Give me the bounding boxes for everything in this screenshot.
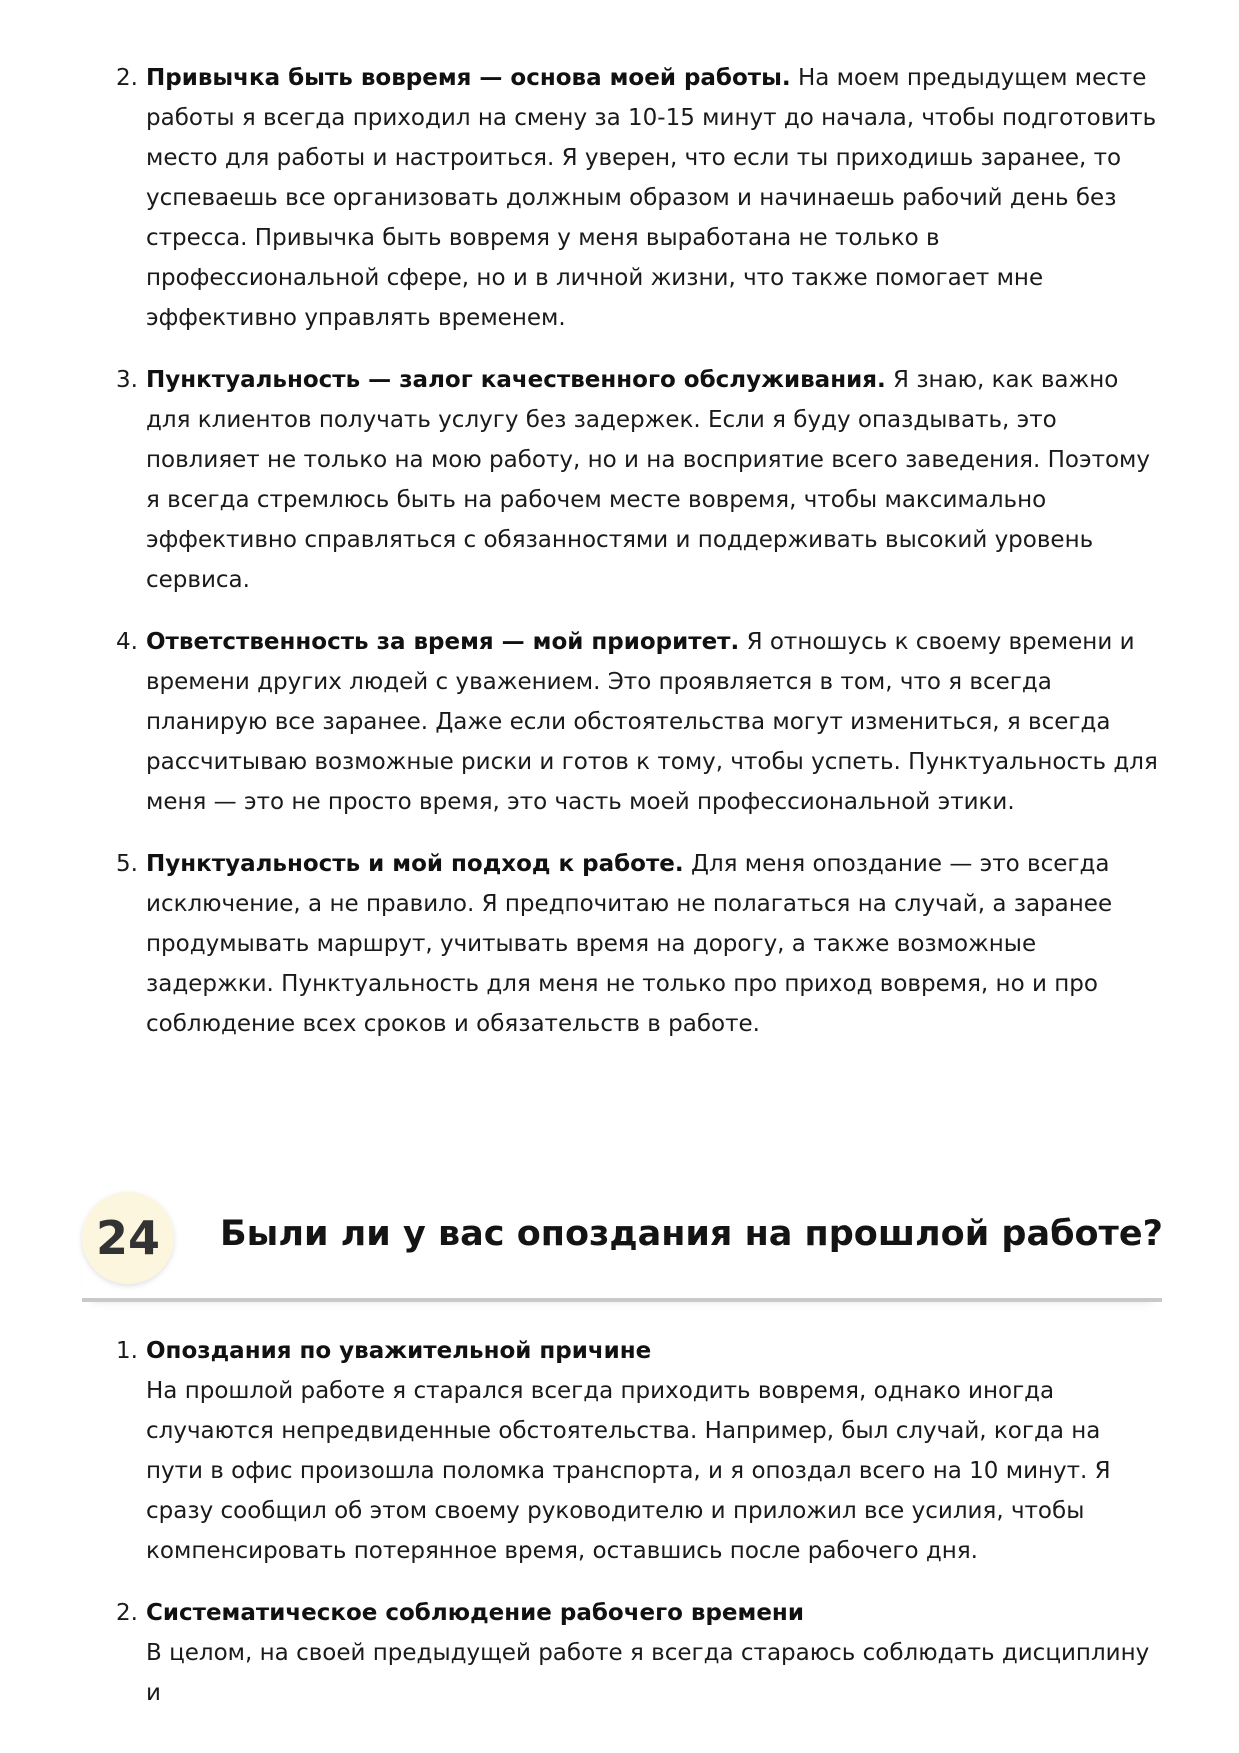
list-item bbox=[80, 58, 1160, 338]
list-item bbox=[80, 622, 1160, 822]
list-item-title: Привычка быть вовремя — основа моей работы. bbox=[146, 65, 791, 91]
list-item-text: Для меня опоздание — это всегда исключение, а не правило. Я предпочитаю не полагаться на случай, а заранее продумывать маршрут, учитывать время на дорогу, а также возможные задержки. Пунктуальность для меня не только про приход вовремя, но и про соблюдение всех сроков и обязательств в работе. bbox=[146, 851, 1113, 1037]
list-item-number: 3. bbox=[116, 367, 138, 393]
list-item-title: Ответственность за время — мой приоритет. bbox=[146, 629, 740, 655]
list-item-title: Пунктуальность — залог качественного обслуживания. bbox=[146, 367, 886, 393]
list-item bbox=[80, 360, 1160, 600]
answer-list-previous bbox=[80, 58, 1160, 1066]
list-item bbox=[80, 1331, 1160, 1571]
list-item bbox=[80, 844, 1160, 1044]
list-item-text: На моем предыдущем месте работы я всегда приходил на смену за 10-15 минут до начала, чтобы подготовить место для работы и настроиться. Я уверен, что если ты приходишь заранее, то успеваешь все организовать должным образом и начинаешь рабочий день без стресса. Привычка быть вовремя у меня выработана не только в профессиональной сфере, но и в личной жизни, что также помогает мне эффективно управлять временем. bbox=[146, 65, 1157, 331]
list-item-number: 5. bbox=[116, 851, 138, 877]
list-item-number: 1. bbox=[116, 1338, 138, 1364]
list-item-text: В целом, на своей предыдущей работе я всегда стараюсь соблюдать дисциплину и bbox=[146, 1640, 1150, 1706]
list-item-text: Я отношусь к своему времени и времени других людей с уважением. Это проявляется в том, что я всегда планирую все заранее. Даже если обстоятельства могут измениться, я всегда рассчитываю возможные риски и готов к тому, чтобы успеть. Пунктуальность для меня — это не просто время, это часть моей профессиональной этики. bbox=[146, 629, 1158, 815]
question-header bbox=[82, 1192, 1162, 1302]
list-item-text: Я знаю, как важно для клиентов получать услугу без задержек. Если я буду опаздывать, это повлияет не только на мою работу, но и на восприятие всего заведения. Поэтому я всегда стремлюсь быть на рабочем месте вовремя, чтобы максимально эффективно справляться с обязанностями и поддерживать высокий уровень сервиса. bbox=[146, 367, 1151, 593]
answer-list-lateness bbox=[80, 1331, 1160, 1735]
list-item-number: 4. bbox=[116, 629, 138, 655]
list-item-number: 2. bbox=[116, 65, 138, 91]
question-number-badge: 24 bbox=[82, 1192, 174, 1284]
list-item bbox=[80, 1593, 1160, 1713]
list-item-number: 2. bbox=[116, 1600, 138, 1626]
question-title: Были ли у вас опоздания на прошлой работе? bbox=[220, 1214, 1163, 1254]
list-item-title: Систематическое соблюдение рабочего времени bbox=[146, 1600, 804, 1626]
list-item-text: На прошлой работе я старался всегда приходить вовремя, однако иногда случаются непредвиденные обстоятельства. Например, был случай, когда на пути в офис произошла поломка транспорта, и я опоздал всего на 10 минут. Я сразу сообщил об этом своему руководителю и приложил все усилия, чтобы компенсировать потерянное время, оставшись после рабочего дня. bbox=[146, 1378, 1111, 1564]
list-item-title: Опоздания по уважительной причине bbox=[146, 1338, 652, 1364]
list-item-title: Пунктуальность и мой подход к работе. bbox=[146, 851, 684, 877]
